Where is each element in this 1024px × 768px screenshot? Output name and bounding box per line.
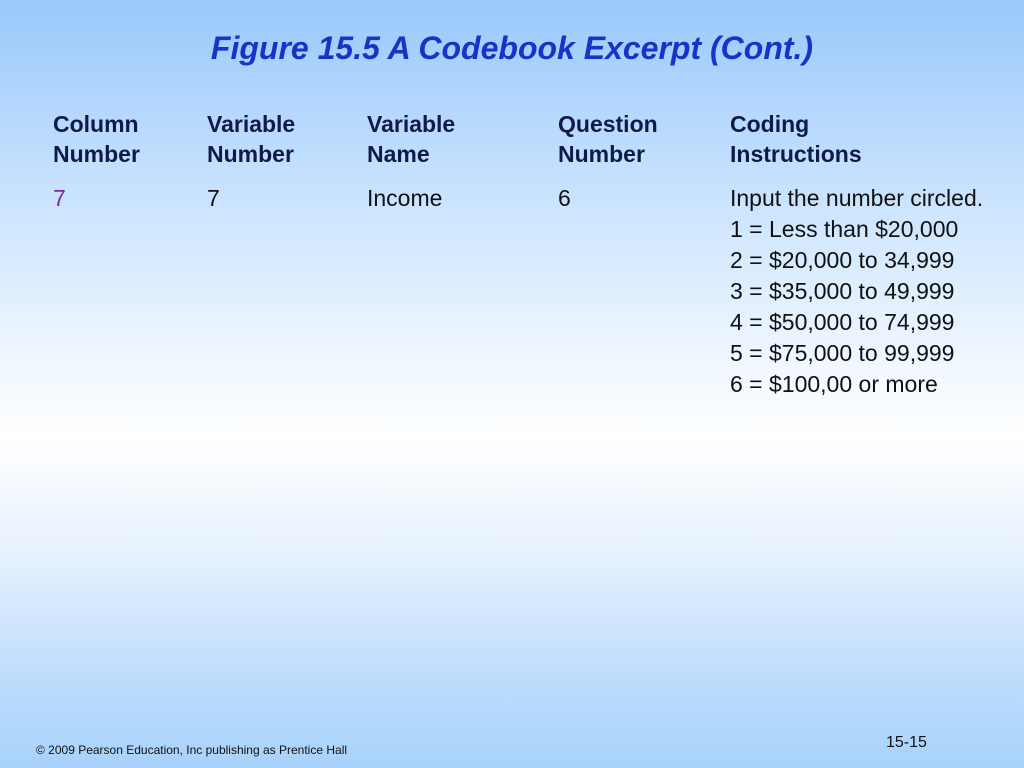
coding-instruction-line: 3 = $35,000 to 49,999: [730, 278, 955, 304]
coding-instruction-line: 4 = $50,000 to 74,999: [730, 309, 955, 335]
copyright-footer: © 2009 Pearson Education, Inc publishing as Prentice Hall: [36, 743, 348, 757]
variable-number-value: 7: [207, 185, 220, 211]
header-line: Number: [558, 141, 645, 167]
coding-instruction-line: 1 = Less than $20,000: [730, 216, 959, 242]
header-line: Name: [367, 141, 430, 167]
header-line: Column: [53, 111, 139, 137]
header-line: Coding: [730, 111, 810, 137]
variable-name-value: Income: [367, 185, 443, 211]
variable-number-column: [207, 109, 295, 214]
column-number-value: 7: [53, 185, 66, 211]
header-line: Number: [53, 141, 140, 167]
coding-instruction-line: 5 = $75,000 to 99,999: [730, 340, 955, 366]
coding-instructions-list: [730, 183, 983, 400]
column-number-header: [53, 109, 140, 169]
question-number-header: [558, 109, 658, 169]
header-line: Instructions: [730, 141, 862, 167]
slide-title: Figure 15.5 A Codebook Excerpt (Cont.): [210, 30, 814, 66]
header-line: Variable: [367, 111, 456, 137]
page-number: 15-15: [886, 734, 927, 751]
variable-name-column: [367, 109, 455, 214]
column-number-column: [53, 109, 140, 214]
variable-name-header: [367, 109, 455, 169]
coding-instruction-line: Input the number circled.: [730, 185, 984, 211]
header-line: Number: [207, 141, 294, 167]
variable-number-header: [207, 109, 295, 169]
coding-instruction-line: 2 = $20,000 to 34,999: [730, 247, 955, 273]
coding-instructions-column: [730, 109, 983, 400]
coding-instructions-header: [730, 109, 983, 169]
question-number-column: [558, 109, 658, 214]
header-line: Question: [558, 111, 658, 137]
header-line: Variable: [207, 111, 296, 137]
question-number-value: 6: [558, 185, 571, 211]
coding-instruction-line: 6 = $100,00 or more: [730, 371, 938, 397]
